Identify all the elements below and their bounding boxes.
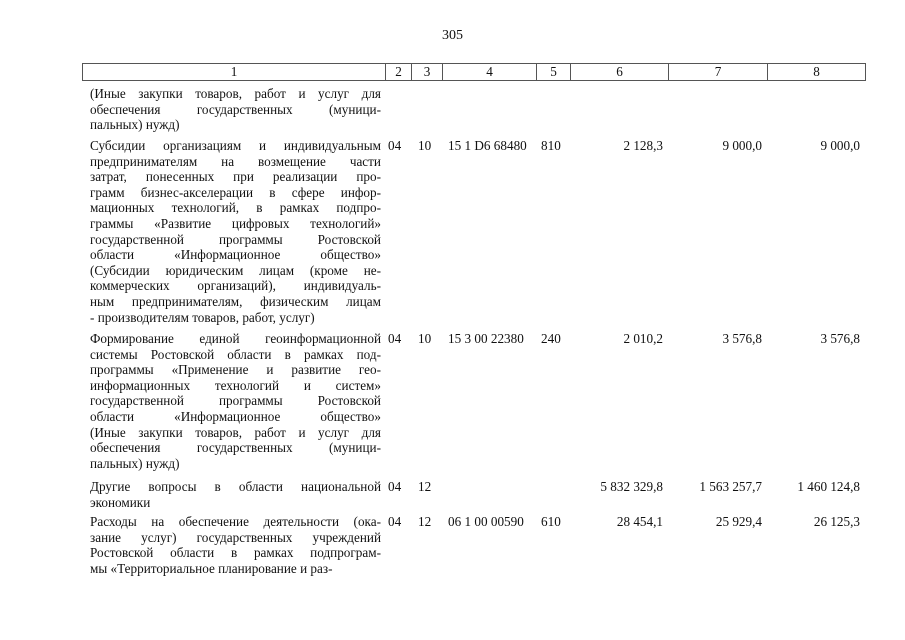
cell-c8: 9 000,0 — [820, 138, 860, 153]
description-line: области «Информационное общество» — [90, 408, 381, 424]
description-line: (Субсидии юридическим лицам (кроме не- — [90, 262, 381, 278]
cell-c7: 25 929,4 — [715, 514, 762, 529]
cell-c3: 10 — [418, 138, 432, 153]
cell-c5: 610 — [541, 514, 561, 529]
description-line: системы Ростовской области в рамках под- — [90, 346, 381, 362]
cell-c6: 5 832 329,8 — [600, 479, 663, 494]
cell-c4: 06 1 00 00590 — [448, 514, 524, 529]
description-line: пальных) нужд) — [90, 455, 180, 471]
description-line: мы «Территориальное планирование и раз- — [90, 560, 333, 576]
description-line: затрат, понесенных при реализации про- — [90, 169, 381, 185]
description-line: обеспечения государственных (муници- — [90, 101, 381, 117]
row-description — [90, 514, 381, 576]
cell-c2: 04 — [388, 479, 402, 494]
cell-c3: 12 — [418, 479, 432, 494]
header-col-3: 3 — [412, 64, 443, 80]
description-line: (Иные закупки товаров, работ и услуг для — [90, 424, 381, 440]
cell-c7: 1 563 257,7 — [699, 479, 762, 494]
header-col-2: 2 — [386, 64, 412, 80]
header-col-6: 6 — [571, 64, 669, 80]
header-col-1: 1 — [83, 64, 386, 80]
description-line: государственной программы Ростовской — [90, 231, 381, 247]
cell-c8: 3 576,8 — [820, 331, 860, 346]
description-line: - производителям товаров, работ, услуг) — [90, 309, 315, 325]
cell-c6: 2 010,2 — [623, 331, 663, 346]
description-line: (Иные закупки товаров, работ и услуг для — [90, 86, 381, 101]
description-line: ным предпринимателям, физическим лицам — [90, 293, 381, 309]
table-header — [82, 63, 866, 81]
description-line: Другие вопросы в области национальной — [90, 479, 381, 494]
cell-c4: 15 3 00 22380 — [448, 331, 524, 346]
description-line: грамм бизнес-акселерации в сфере инфор- — [90, 184, 381, 200]
description-line: мационных технологий, в рамках подпро- — [90, 200, 381, 216]
header-col-4: 4 — [443, 64, 537, 80]
cell-c2: 04 — [388, 331, 402, 346]
description-line: граммы «Развитие цифровых технологий» — [90, 215, 381, 231]
cell-c8: 26 125,3 — [813, 514, 860, 529]
header-col-8: 8 — [813, 64, 820, 79]
row-description — [90, 138, 381, 325]
cell-c6: 2 128,3 — [623, 138, 663, 153]
description-line: предпринимателям на возмещение части — [90, 153, 381, 169]
header-col-7: 7 — [669, 64, 768, 80]
cell-c8: 1 460 124,8 — [797, 479, 860, 494]
description-line: области «Информационное общество» — [90, 247, 381, 263]
description-line: экономики — [90, 494, 151, 510]
row-description — [90, 86, 381, 133]
description-line: Расходы на обеспечение деятельности (ока- — [90, 514, 381, 529]
cell-c7: 3 576,8 — [722, 331, 762, 346]
description-line: государственной программы Ростовской — [90, 393, 381, 409]
cell-c5: 240 — [541, 331, 561, 346]
row-description — [90, 331, 381, 471]
cell-c3: 12 — [418, 514, 432, 529]
row-description — [90, 479, 381, 510]
description-line: пальных) нужд) — [90, 117, 180, 133]
cell-c5: 810 — [541, 138, 561, 153]
cell-c2: 04 — [388, 138, 402, 153]
description-line: Формирование единой геоинформационной — [90, 331, 381, 346]
page-number: 305 — [442, 28, 463, 43]
description-line: Субсидии организациям и индивидуальным — [90, 138, 381, 153]
cell-c2: 04 — [388, 514, 402, 529]
description-line: информационных технологий и систем» — [90, 377, 381, 393]
description-line: коммерческих организаций), индивидуаль- — [90, 278, 381, 294]
description-line: программы «Применение и развитие гео- — [90, 362, 381, 378]
cell-c7: 9 000,0 — [722, 138, 762, 153]
description-line: зание услуг) государственных учреждений — [90, 529, 381, 545]
header-col-5: 5 — [537, 64, 571, 80]
cell-c4: 15 1 D6 68480 — [448, 138, 527, 153]
description-line: Ростовской области в рамках подпрограм- — [90, 545, 381, 561]
description-line: обеспечения государственных (муници- — [90, 440, 381, 456]
cell-c6: 28 454,1 — [616, 514, 663, 529]
cell-c3: 10 — [418, 331, 432, 346]
